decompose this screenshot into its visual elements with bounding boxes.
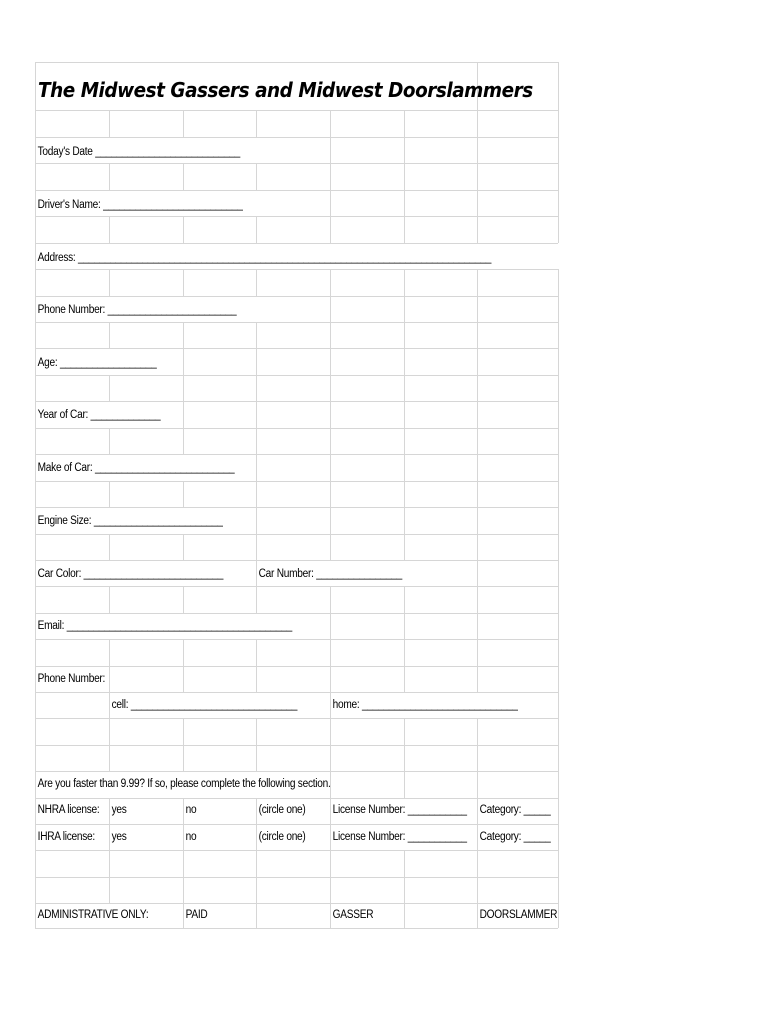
grid-row-line: [35, 928, 558, 929]
grid-column-line: [477, 269, 478, 692]
grid-row-line: [35, 348, 558, 349]
make-of-car-field[interactable]: Make of Car: __________________________: [37, 462, 235, 474]
grid-column-line: [256, 110, 257, 137]
grid-column-line: [109, 428, 110, 454]
form-title: The Midwest Gassers and Midwest Doorslammers: [38, 78, 533, 102]
grid-column-line: [109, 269, 110, 296]
ihra-circle-one: (circle one): [258, 831, 306, 843]
year-of-car-field[interactable]: Year of Car: _____________: [37, 409, 161, 421]
grid-column-line: [404, 586, 405, 692]
grid-column-line: [109, 163, 110, 190]
grid-column-line: [256, 718, 257, 771]
grid-column-line: [404, 850, 405, 928]
grid-column-line: [109, 216, 110, 243]
grid-row-line: [35, 850, 558, 851]
grid-row-line: [35, 666, 558, 667]
car-color-field[interactable]: Car Color: __________________________: [37, 568, 224, 580]
admin-gasser-cell[interactable]: GASSER: [332, 909, 374, 921]
grid-row-line: [35, 718, 558, 719]
grid-column-line: [183, 322, 184, 454]
grid-column-line: [256, 269, 257, 296]
grid-column-line: [109, 375, 110, 401]
ihra-no-option[interactable]: no: [185, 831, 197, 843]
grid-column-line: [109, 586, 110, 613]
grid-column-line: [330, 269, 331, 560]
grid-column-line: [183, 586, 184, 613]
grid-column-line: [109, 322, 110, 348]
ihra-yes-option[interactable]: yes: [111, 831, 127, 843]
grid-column-line: [477, 718, 478, 928]
grid-column-line: [183, 216, 184, 243]
todays-date-field[interactable]: Today's Date ___________________________: [37, 146, 241, 158]
admin-paid-cell[interactable]: PAID: [185, 909, 208, 921]
grid-row-line: [35, 428, 558, 429]
grid-column-line: [109, 110, 110, 137]
nhra-license-number-field[interactable]: License Number: ___________: [332, 804, 467, 816]
ihra-category-field[interactable]: Category: _____: [479, 831, 551, 843]
grid-column-line: [183, 718, 184, 771]
grid-column-line: [330, 110, 331, 243]
grid-row-line: [35, 110, 558, 111]
nhra-category-field[interactable]: Category: _____: [479, 804, 551, 816]
grid-column-line: [558, 62, 559, 243]
grid-row-line: [35, 62, 558, 63]
grid-column-line: [183, 269, 184, 296]
grid-column-line: [330, 586, 331, 928]
grid-column-line: [109, 481, 110, 507]
grid-row-line: [35, 190, 558, 191]
grid-row-line: [35, 137, 558, 138]
grid-column-line: [109, 534, 110, 560]
grid-column-line: [183, 163, 184, 190]
grid-row-line: [35, 877, 558, 878]
grid-column-line: [256, 216, 257, 243]
faster-question: Are you faster than 9.99? If so, please complete the following section.: [37, 778, 331, 790]
grid-column-line: [256, 163, 257, 190]
cell-phone-field[interactable]: cell: _______________________________: [111, 699, 298, 711]
engine-size-field[interactable]: Engine Size: ________________________: [37, 515, 223, 527]
grid-column-line: [183, 534, 184, 560]
grid-column-line: [404, 718, 405, 798]
ihra-license-label: IHRA license:: [37, 831, 95, 843]
grid-column-line: [183, 110, 184, 137]
drivers-name-field[interactable]: Driver's Name: __________________________: [37, 199, 243, 211]
admin-doorslammer-cell[interactable]: DOORSLAMMER: [479, 909, 558, 921]
nhra-circle-one: (circle one): [258, 804, 306, 816]
phone-number-label: Phone Number:: [37, 673, 106, 685]
grid-row-line: [35, 481, 558, 482]
grid-row-line: [35, 534, 558, 535]
ihra-license-number-field[interactable]: License Number: ___________: [332, 831, 467, 843]
grid-column-line: [558, 269, 559, 928]
admin-only-label: ADMINISTRATIVE ONLY:: [37, 909, 149, 921]
address-field[interactable]: Address: _____________________________________________________________________________: [37, 252, 492, 264]
grid-row-line: [35, 639, 558, 640]
grid-column-line: [404, 110, 405, 243]
phone-number-field[interactable]: Phone Number: ________________________: [37, 304, 237, 316]
email-field[interactable]: Email: __________________________________________: [37, 620, 293, 632]
nhra-no-option[interactable]: no: [185, 804, 197, 816]
age-field[interactable]: Age: __________________: [37, 357, 157, 369]
nhra-license-label: NHRA license:: [37, 804, 100, 816]
home-phone-field[interactable]: home: _____________________________: [332, 699, 518, 711]
grid-row-line: [35, 745, 558, 746]
grid-row-line: [35, 243, 558, 244]
grid-column-line: [404, 269, 405, 560]
car-number-field[interactable]: Car Number: ________________: [258, 568, 403, 580]
nhra-yes-option[interactable]: yes: [111, 804, 127, 816]
grid-column-line: [256, 639, 257, 692]
grid-column-line: [183, 481, 184, 507]
grid-column-line: [183, 639, 184, 692]
